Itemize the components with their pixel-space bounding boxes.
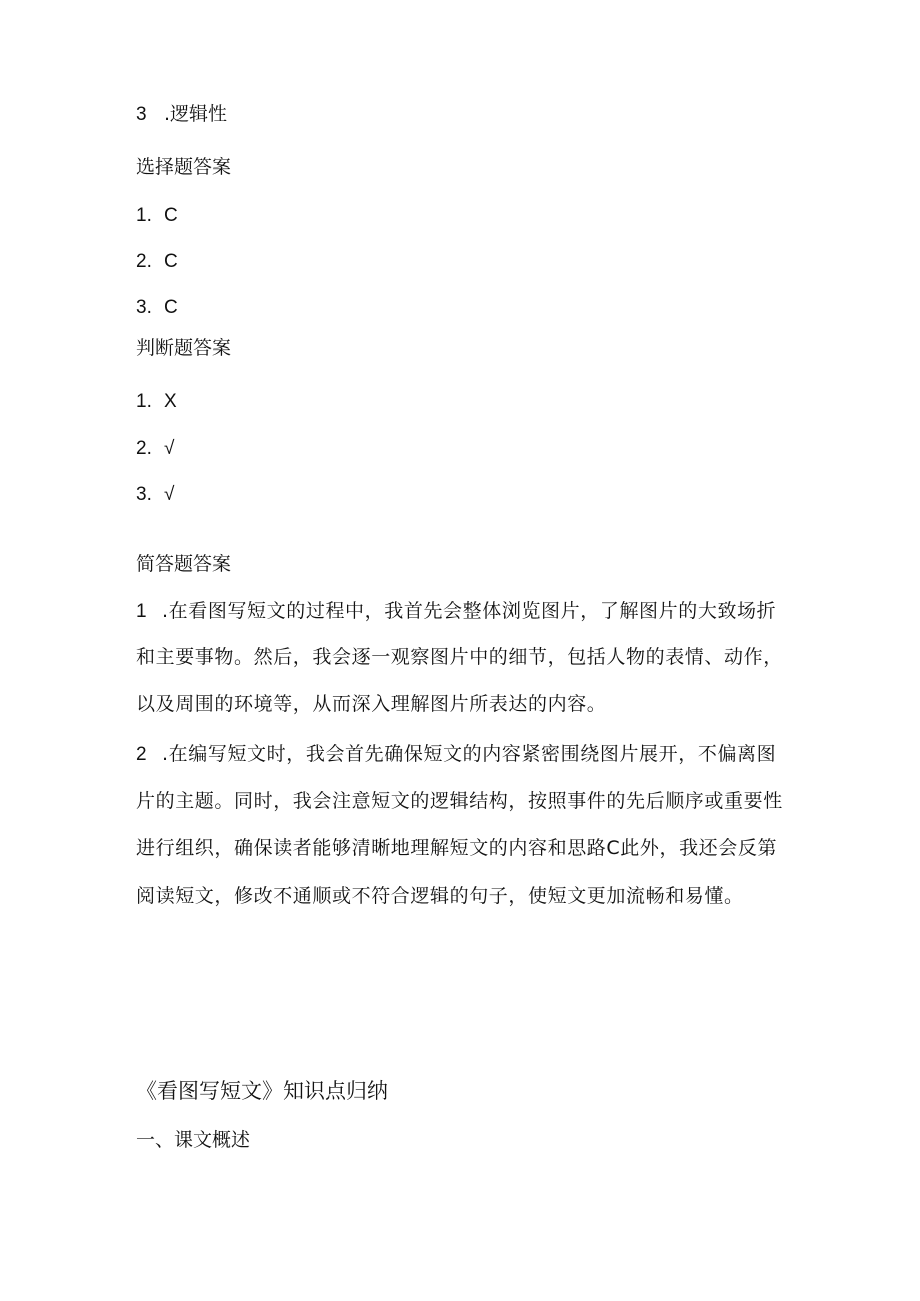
- list-item: [136, 249, 178, 274]
- list-item: [136, 482, 174, 507]
- item-number: 2: [136, 744, 148, 765]
- item-number: 3: [136, 104, 147, 125]
- paragraph-text: .在看图写短文的过程中，我首先会整体浏览图片，了解图片的大致场折: [162, 600, 777, 622]
- answer-value: X: [164, 391, 177, 412]
- item-number: 1.: [136, 391, 152, 412]
- list-item: [136, 436, 174, 461]
- list-item: [136, 295, 178, 320]
- paragraph-line: 阅读短文，修改不通顺或不符合逻辑的句子，使短文更加流畅和易懂。: [136, 885, 744, 907]
- short-answers-heading: 简答题答案: [136, 553, 232, 575]
- answer-value: C: [164, 297, 178, 318]
- answer-value: C: [164, 251, 178, 272]
- paragraph-line: 片的主题。同时，我会注意短文的逻辑结构，按照事件的先后顺序或重要性: [136, 790, 783, 812]
- section-title: 《看图写短文》知识点归纳: [136, 1079, 388, 1103]
- item-number: 1.: [136, 205, 152, 226]
- paragraph-line: 进行组织，确保读者能够清晰地理解短文的内容和思路C此外，我还会反第: [136, 837, 778, 859]
- answer-value: C: [164, 205, 178, 226]
- item-number: 2.: [136, 251, 152, 272]
- list-item: [136, 389, 177, 414]
- judgment-answers-heading: 判断题答案: [136, 337, 232, 359]
- answer-value: √: [164, 438, 175, 459]
- list-item: [136, 203, 178, 228]
- list-item: [136, 102, 227, 127]
- choice-answers-heading: 选择题答案: [136, 156, 232, 178]
- item-number: 1: [136, 601, 148, 622]
- subsection-heading: 一、课文概述: [136, 1129, 251, 1151]
- paragraph-line: [136, 742, 796, 767]
- paragraph-line: 以及周围的环境等，从而深入理解图片所表达的内容。: [136, 693, 607, 715]
- paragraph-line: [136, 599, 796, 624]
- item-number: 3.: [136, 297, 152, 318]
- paragraph-line: 和主要事物。然后，我会逐一观察图片中的细节，包括人物的表情、动作，: [136, 646, 783, 668]
- paragraph-text: .在编写短文时，我会首先确保短文的内容紧密围绕图片展开，不偏离图: [162, 743, 777, 765]
- answer-value: √: [164, 484, 175, 505]
- item-number: 2.: [136, 438, 152, 459]
- item-number: 3.: [136, 484, 152, 505]
- item-text: .逻辑性: [164, 103, 228, 125]
